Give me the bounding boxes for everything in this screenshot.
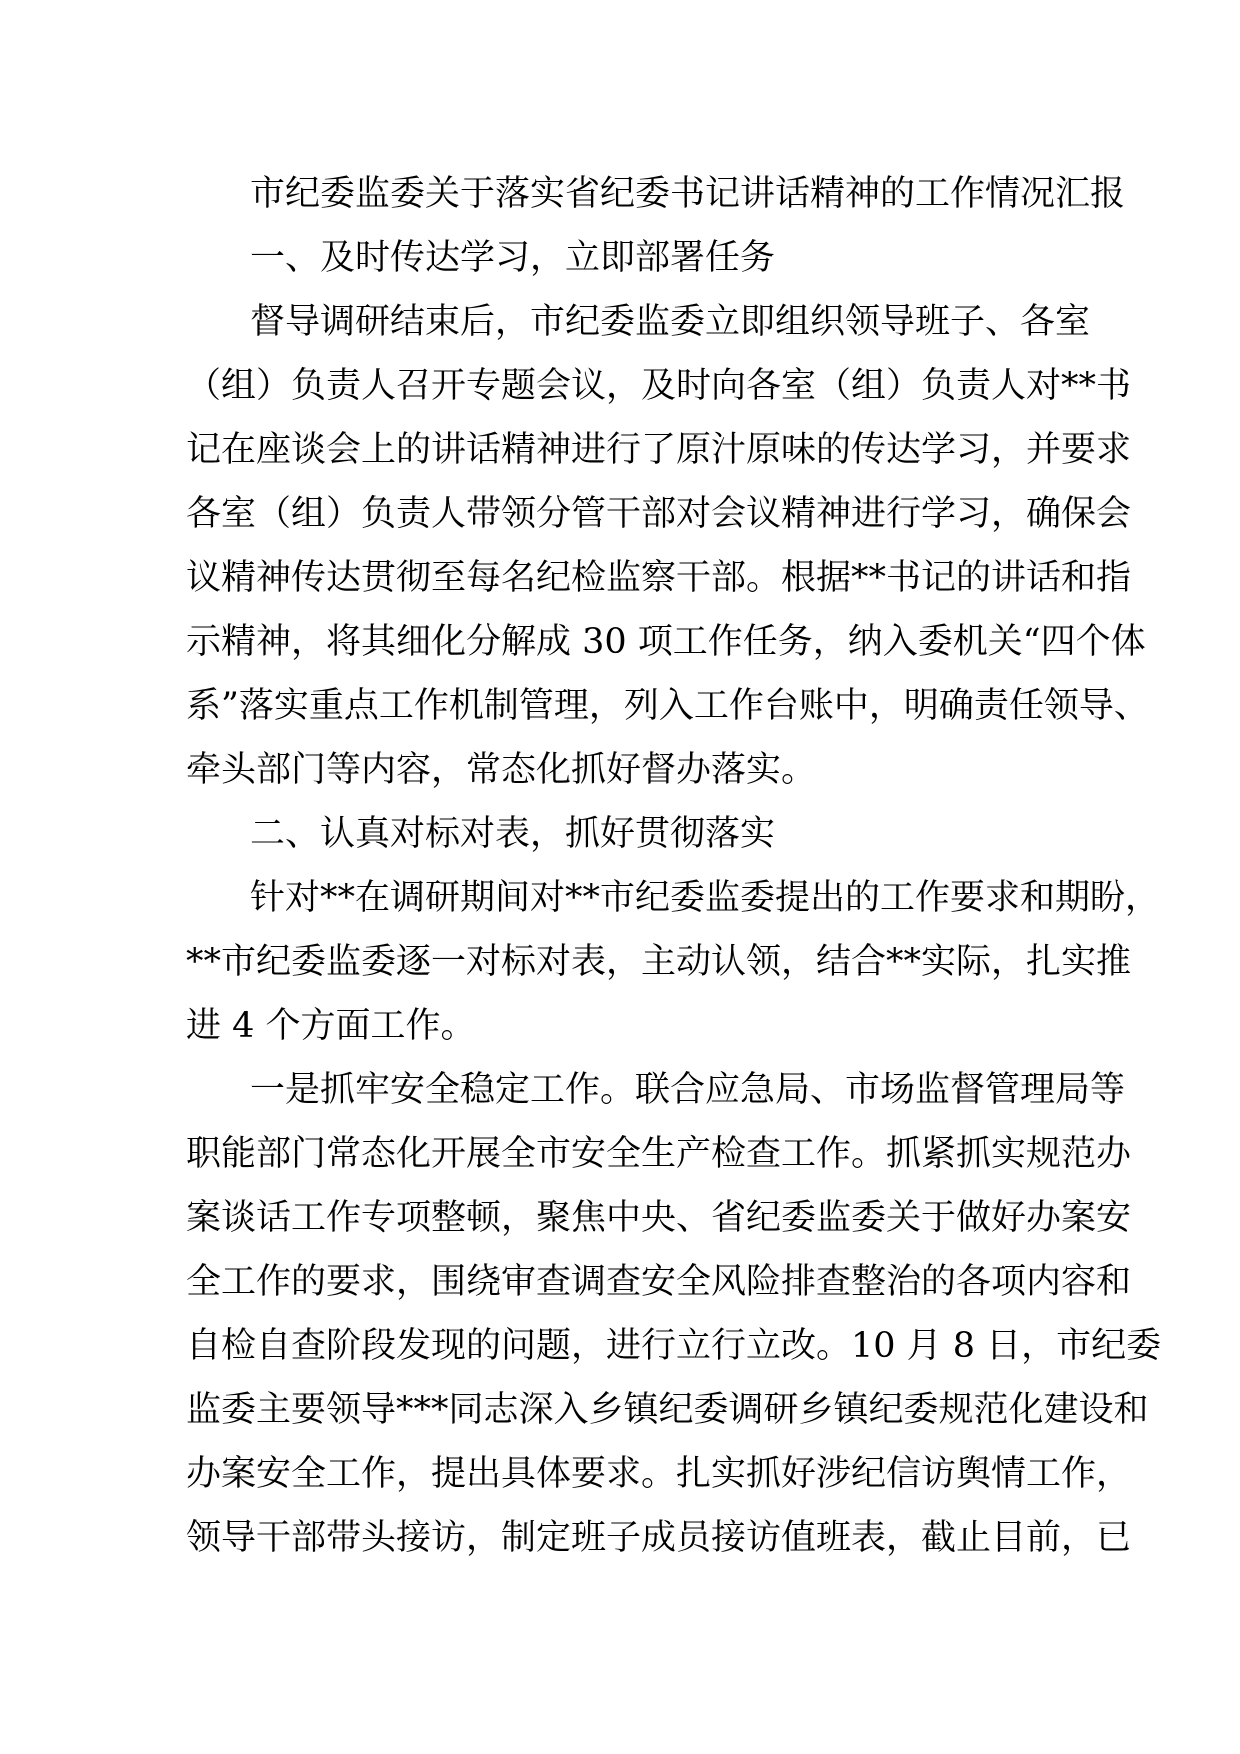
paragraph-line: 领导干部带头接访，制定班子成员接访值班表，截止目前，已 bbox=[186, 1518, 1132, 1558]
paragraph-line: （组）负责人召开专题会议，及时向各室（组）负责人对**书 bbox=[186, 366, 1132, 406]
paragraph-line: 自检自查阶段发现的问题，进行立行立改。10 月 8 日，市纪委 bbox=[186, 1326, 1162, 1366]
section-heading-1: 一、及时传达学习，立即部署任务 bbox=[250, 238, 776, 278]
paragraph-line: 进 4 个方面工作。 bbox=[186, 1006, 476, 1046]
paragraph-line: 办案安全工作，提出具体要求。扎实抓好涉纪信访舆情工作， bbox=[186, 1454, 1132, 1494]
paragraph-line: 记在座谈会上的讲话精神进行了原汁原味的传达学习，并要求 bbox=[186, 430, 1132, 470]
paragraph-line: 针对**在调研期间对**市纪委监委提出的工作要求和期盼， bbox=[250, 878, 1161, 918]
paragraph-line: 督导调研结束后，市纪委监委立即组织领导班子、各室 bbox=[250, 302, 1091, 342]
paragraph-line: 监委主要领导***同志深入乡镇纪委调研乡镇纪委规范化建设和 bbox=[186, 1390, 1149, 1430]
section-heading-2: 二、认真对标对表，抓好贯彻落实 bbox=[250, 814, 776, 854]
paragraph-line: **市纪委监委逐一对标对表，主动认领，结合**实际，扎实推 bbox=[186, 942, 1132, 982]
paragraph-line: 全工作的要求，围绕审查调查安全风险排查整治的各项内容和 bbox=[186, 1262, 1132, 1302]
paragraph-line: 示精神，将其细化分解成 30 项工作任务，纳入委机关“四个体 bbox=[186, 622, 1146, 662]
paragraph-line: 议精神传达贯彻至每名纪检监察干部。根据**书记的讲话和指 bbox=[186, 558, 1132, 598]
paragraph-line: 牵头部门等内容，常态化抓好督办落实。 bbox=[186, 750, 817, 790]
paragraph-line: 各室（组）负责人带领分管干部对会议精神进行学习，确保会 bbox=[186, 494, 1132, 534]
paragraph-line: 一是抓牢安全稳定工作。联合应急局、市场监督管理局等 bbox=[250, 1070, 1126, 1110]
paragraph-line: 职能部门常态化开展全市安全生产检查工作。抓紧抓实规范办 bbox=[186, 1134, 1132, 1174]
document-title: 市纪委监委关于落实省纪委书记讲话精神的工作情况汇报 bbox=[250, 174, 1126, 214]
paragraph-line: 案谈话工作专项整顿，聚焦中央、省纪委监委关于做好办案安 bbox=[186, 1198, 1132, 1238]
paragraph-line: 系”落实重点工作机制管理，列入工作台账中，明确责任领导、 bbox=[186, 686, 1149, 726]
